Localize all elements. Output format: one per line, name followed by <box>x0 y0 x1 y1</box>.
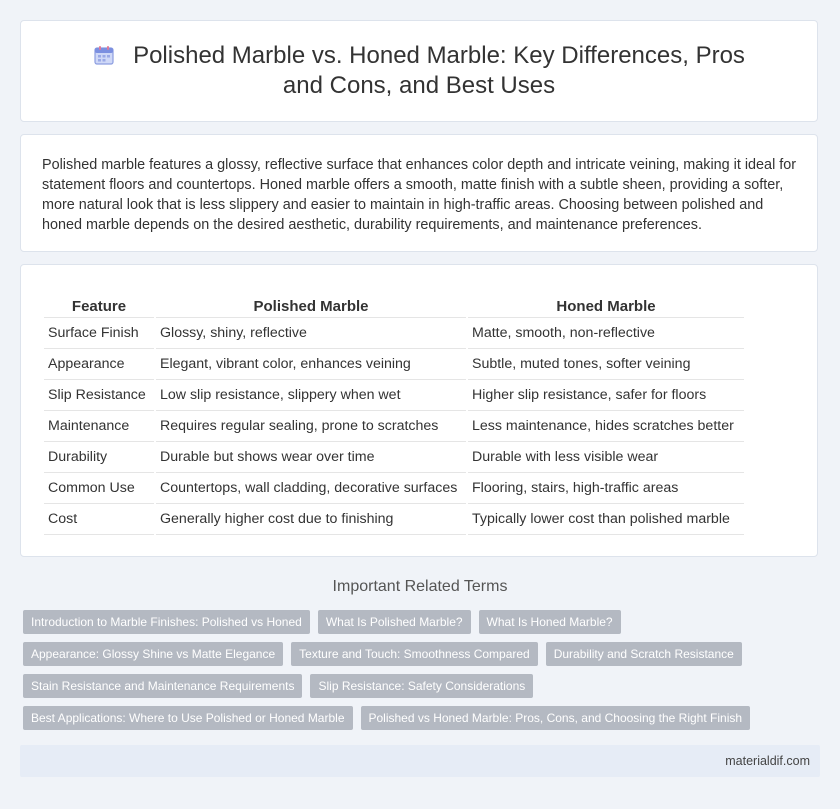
table-row <box>44 411 744 442</box>
tag-row <box>23 706 803 730</box>
table-cell: Glossy, shiny, reflective <box>156 318 466 349</box>
table-cell: Durable with less visible wear <box>468 442 744 473</box>
table-row <box>44 504 744 535</box>
related-term-link[interactable]: Durability and Scratch Resistance <box>546 642 742 666</box>
table-cell: Less maintenance, hides scratches better <box>468 411 744 442</box>
related-term-link[interactable]: Stain Resistance and Maintenance Requirements <box>23 674 302 698</box>
header-polished: Polished Marble <box>156 295 466 318</box>
related-term-link[interactable]: What Is Honed Marble? <box>479 610 621 634</box>
comparison-table <box>42 295 746 535</box>
table-cell: Requires regular sealing, prone to scratches <box>156 411 466 442</box>
header-feature: Feature <box>44 295 154 318</box>
related-term-link[interactable]: What Is Polished Marble? <box>318 610 471 634</box>
table-row <box>44 318 744 349</box>
intro-card <box>20 134 818 252</box>
table-cell: Cost <box>44 504 154 535</box>
header-card <box>20 20 818 122</box>
table-header-row <box>44 295 744 318</box>
page-title-wrap <box>21 41 817 101</box>
related-term-link[interactable]: Best Applications: Where to Use Polished or Honed Marble <box>23 706 353 730</box>
table-row <box>44 349 744 380</box>
table-cell: Slip Resistance <box>44 380 154 411</box>
footer-bar <box>20 745 820 777</box>
table-cell: Countertops, wall cladding, decorative surfaces <box>156 473 466 504</box>
table-cell: Generally higher cost due to finishing <box>156 504 466 535</box>
calendar-icon <box>93 44 115 66</box>
related-terms-list <box>23 610 803 738</box>
table-row <box>44 380 744 411</box>
table-cell: Common Use <box>44 473 154 504</box>
table-row <box>44 473 744 504</box>
table-row <box>44 442 744 473</box>
table-cell: Subtle, muted tones, softer veining <box>468 349 744 380</box>
table-cell: Higher slip resistance, safer for floors <box>468 380 744 411</box>
related-term-link[interactable]: Introduction to Marble Finishes: Polished vs Honed <box>23 610 310 634</box>
table-cell: Typically lower cost than polished marble <box>468 504 744 535</box>
related-term-link[interactable]: Texture and Touch: Smoothness Compared <box>291 642 538 666</box>
related-terms-heading: Important Related Terms <box>332 578 508 595</box>
table-cell: Durable but shows wear over time <box>156 442 466 473</box>
tag-row <box>23 642 803 666</box>
page-title: Polished Marble vs. Honed Marble: Key Differences, Pros and Cons, and Best Uses <box>133 42 745 99</box>
table-cell: Low slip resistance, slippery when wet <box>156 380 466 411</box>
related-term-link[interactable]: Polished vs Honed Marble: Pros, Cons, and Choosing the Right Finish <box>361 706 751 730</box>
table-cell: Matte, smooth, non-reflective <box>468 318 744 349</box>
comparison-table-card <box>20 264 818 557</box>
tag-row <box>23 610 803 634</box>
tag-row <box>23 674 803 698</box>
table-cell: Durability <box>44 442 154 473</box>
table-cell: Surface Finish <box>44 318 154 349</box>
related-term-link[interactable]: Slip Resistance: Safety Considerations <box>310 674 533 698</box>
table-cell: Flooring, stairs, high-traffic areas <box>468 473 744 504</box>
table-cell: Appearance <box>44 349 154 380</box>
table-cell: Maintenance <box>44 411 154 442</box>
footer-site-link[interactable]: materialdif.com <box>725 754 810 768</box>
table-cell: Elegant, vibrant color, enhances veining <box>156 349 466 380</box>
related-term-link[interactable]: Appearance: Glossy Shine vs Matte Elegance <box>23 642 283 666</box>
header-honed: Honed Marble <box>468 295 744 318</box>
intro-paragraph: Polished marble features a glossy, reflective surface that enhances color depth and intricate veining, making it ideal for statement floors and countertops. Honed marble offers a smooth, matte finish with a subtle sheen, providing a softer, more natural look that is less slippery and easier to maintain in high-traffic areas. Choosing between polished and honed marble depends on the desired aesthetic, durability requirements, and maintenance preferences. <box>42 157 797 233</box>
